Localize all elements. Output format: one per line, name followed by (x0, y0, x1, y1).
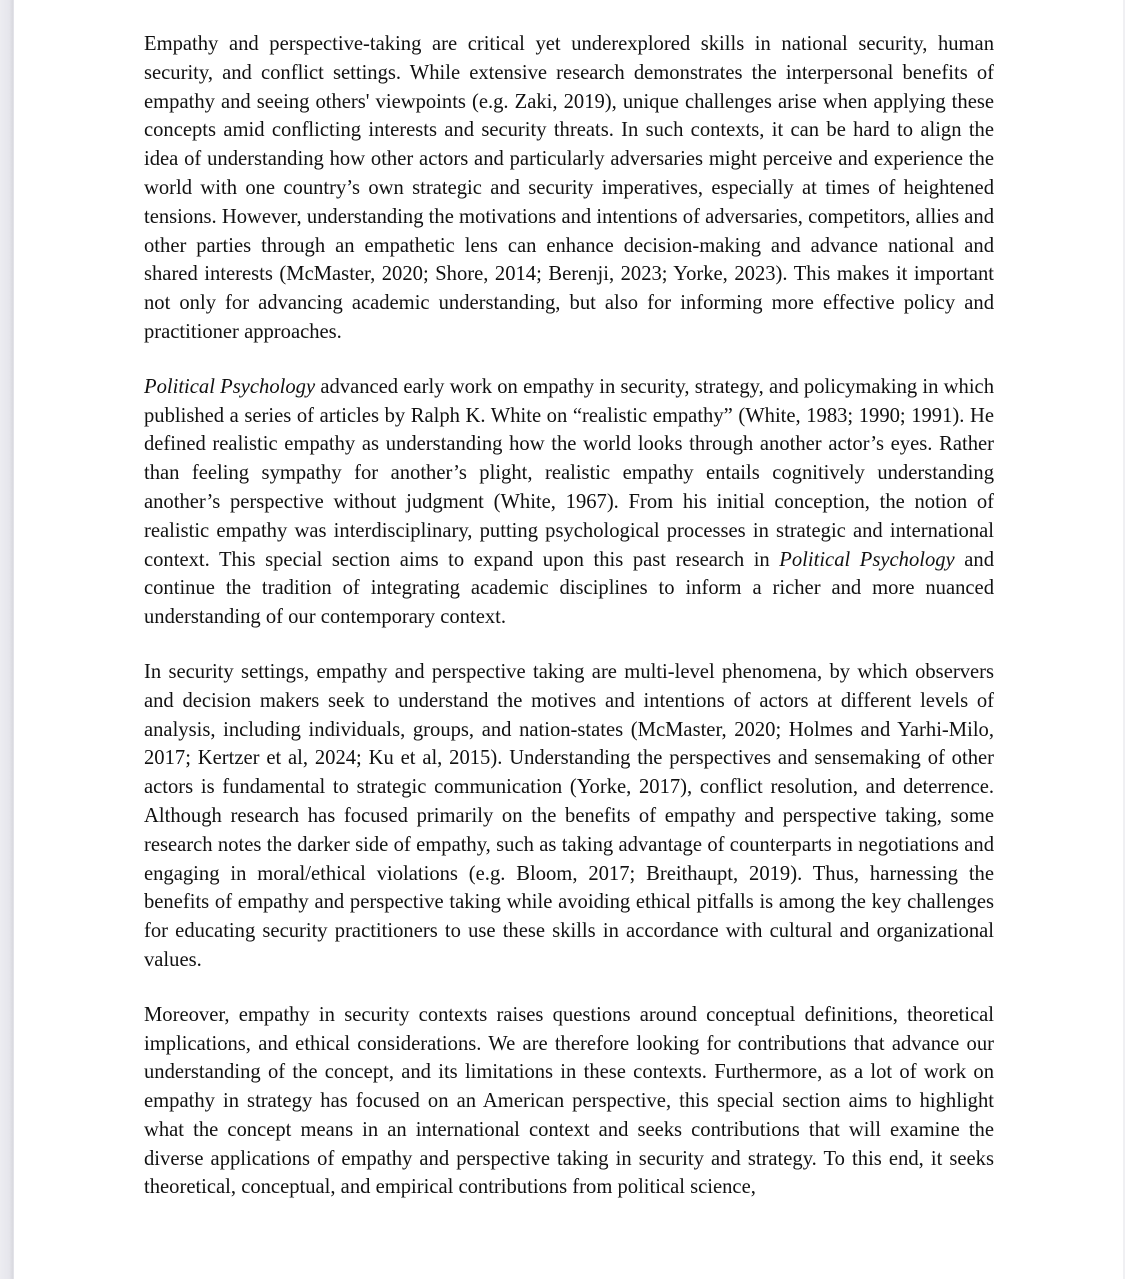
paragraph-intro (144, 30, 994, 347)
paragraph-moreover (144, 1001, 994, 1203)
journal-title-italic: Political Psychology (144, 375, 316, 398)
paragraph-text: Moreover, empathy in security contexts raises questions around conceptual definitions, theoretical implications, and ethical considerations. We are therefore looking for contributions that advance our understanding of the concept, and its limitations in these contexts. Furthermore, as a lot of work on empathy in strategy has focused on an American perspective, this special section aims to highlight what the concept means in an international context and seeks contributions that will examine the diverse applications of empathy and perspective taking in security and strategy. To this end, it seeks theoretical, conceptual, and empirical contributions from political science, (144, 1003, 994, 1199)
document-page (144, 30, 994, 1228)
paragraph-text: In security settings, empathy and perspective taking are multi-level phenomena, by which observers and decision makers seek to understand the motives and intentions of actors at different levels of analysis, including individuals, groups, and nation-states (McMaster, 2020; Holmes and Yarhi-Milo, 2017; Kertzer et al, 2024; Ku et al, 2015). Understanding the perspectives and sensemaking of other actors is fundamental to strategic communication (Yorke, 2017), conflict resolution, and deterrence. Although research has focused primarily on the benefits of empathy and perspective taking, some research notes the darker side of empathy, such as taking advantage of counterparts in negotiations and engaging in moral/ethical violations (e.g. Bloom, 2017; Breithaupt, 2019). Thus, harnessing the benefits of empathy and perspective taking while avoiding ethical pitfalls is among the key challenges for educating security practitioners to use these skills in accordance with cultural and organizational values. (144, 660, 994, 971)
paragraph-text: advanced early work on empathy in security, strategy, and policymaking in which published a series of articles by Ralph K. White on “realistic empathy” (White, 1983; 1990; 1991). He defined realistic empathy as understanding how the world looks through another actor’s eyes. Rather than feeling sympathy for another’s plight, realistic empathy entails cognitively understanding another’s perspective without judgment (White, 1967). From his initial conception, the notion of realistic empathy was interdisciplinary, putting psychological processes in strategic and international context. This special section aims to expand upon this past research in (144, 375, 994, 571)
paragraph-security-settings (144, 658, 994, 975)
paragraph-text: Empathy and perspective-taking are critical yet underexplored skills in national security, human security, and conflict settings. While extensive research demonstrates the interpersonal benefits of empathy and seeing others' viewpoints (e.g. Zaki, 2019), unique challenges arise when applying these concepts amid conflicting interests and security threats. In such contexts, it can be hard to align the idea of understanding how other actors and particularly adversaries might perceive and experience the world with one country’s own strategic and security imperatives, especially at times of heightened tensions. However, understanding the motivations and intentions of adversaries, competitors, allies and other parties through an empathetic lens can enhance decision-making and advance national and shared interests (McMaster, 2020; Shore, 2014; Berenji, 2023; Yorke, 2023). This makes it important not only for advancing academic understanding, but also for informing more effective policy and practitioner approaches. (144, 33, 994, 343)
journal-title-italic: Political Psychology (779, 548, 955, 571)
viewer-left-gutter (0, 0, 14, 1279)
paragraph-political-psychology (144, 373, 994, 632)
paragraph-text: and continue the tradition of integrating academic disciplines to inform a richer and more nuanced understanding of our contemporary context. (144, 548, 994, 629)
